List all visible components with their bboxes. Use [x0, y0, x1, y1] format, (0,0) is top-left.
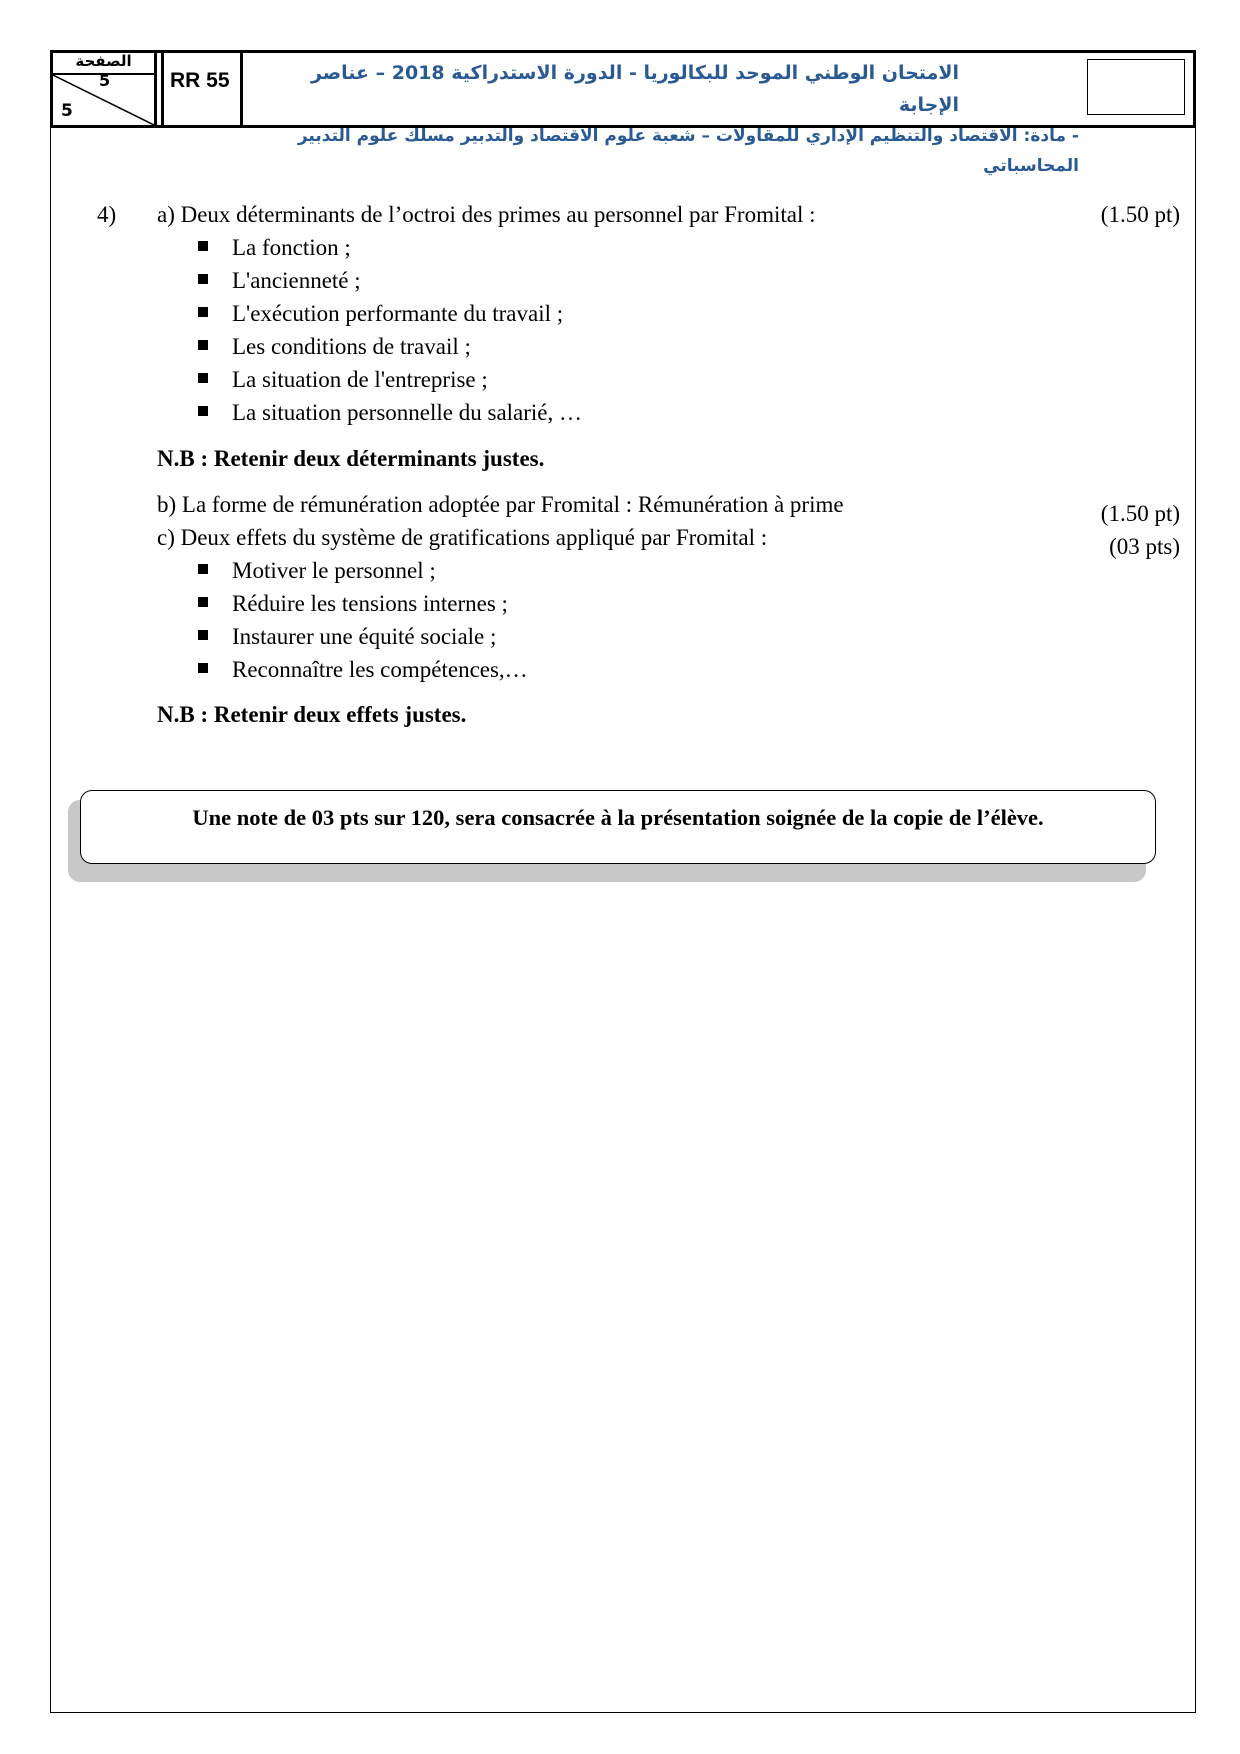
bullet-icon: [198, 274, 208, 284]
page-number-box: [53, 53, 157, 125]
bullet-icon: [198, 307, 208, 317]
blank-box: [1087, 59, 1185, 115]
list-item: La fonction ;: [232, 235, 351, 260]
page-current: 5: [99, 71, 111, 90]
list-item: Motiver le personnel ;: [232, 558, 436, 583]
part-b-points: (1.50 pt): [1100, 501, 1180, 526]
bullet-icon: [198, 340, 208, 350]
question-number: 4): [97, 202, 117, 227]
list-item: Reconnaître les compétences,…: [232, 657, 528, 682]
bullet-icon: [198, 564, 208, 574]
bullet-icon: [198, 241, 208, 251]
bullet-icon: [198, 630, 208, 640]
bullet-icon: [198, 406, 208, 416]
part-a-points: (1.50 pt): [1100, 202, 1180, 227]
note-box: [80, 790, 1156, 864]
exam-code-box: [161, 53, 243, 125]
list-item: La situation personnelle du salarié, …: [232, 400, 583, 425]
list-item: L'ancienneté ;: [232, 268, 361, 293]
list-item: Les conditions de travail ;: [232, 334, 471, 359]
bullet-icon: [198, 597, 208, 607]
exam-title-line1: الامتحان الوطني الموحد للبكالوريا - الدورة الاستدراكية 2018 – عناصر الإجابة: [310, 62, 959, 116]
bullet-icon: [198, 663, 208, 673]
list-item: Réduire les tensions internes ;: [232, 591, 508, 616]
part-c-points: (03 pts): [1109, 534, 1180, 559]
list-item: L'exécution performante du travail ;: [232, 301, 564, 326]
page-total: 5: [61, 101, 73, 121]
exam-code: RR 55: [170, 69, 230, 92]
exam-title-line2: - مادة: الاقتصاد والتنظيم الإداري للمقاولات – شعبة علوم الاقتصاد والتدبير مسلك علوم التدبير المحاسباتي: [297, 126, 1079, 176]
page-label: الصفحة: [75, 52, 132, 70]
note-text: Une note de 03 pts sur 120, sera consacrée à la présentation soignée de la copie de l’élève.: [192, 805, 1044, 830]
part-c-text: c) Deux effets du système de gratifications appliqué par Fromital :: [157, 525, 768, 550]
part-c-nb: N.B : Retenir deux effets justes.: [157, 702, 467, 727]
part-b-text: b) La forme de rémunération adoptée par Fromital : Rémunération à prime: [157, 492, 844, 517]
part-a-text: a) Deux déterminants de l’octroi des primes au personnel par Fromital :: [157, 202, 816, 227]
page-header: [50, 50, 1196, 176]
list-item: Instaurer une équité sociale ;: [232, 624, 497, 649]
bullet-icon: [198, 373, 208, 383]
part-a-nb: N.B : Retenir deux déterminants justes.: [157, 446, 545, 471]
list-item: La situation de l'entreprise ;: [232, 367, 488, 392]
exam-title: [249, 57, 1079, 181]
